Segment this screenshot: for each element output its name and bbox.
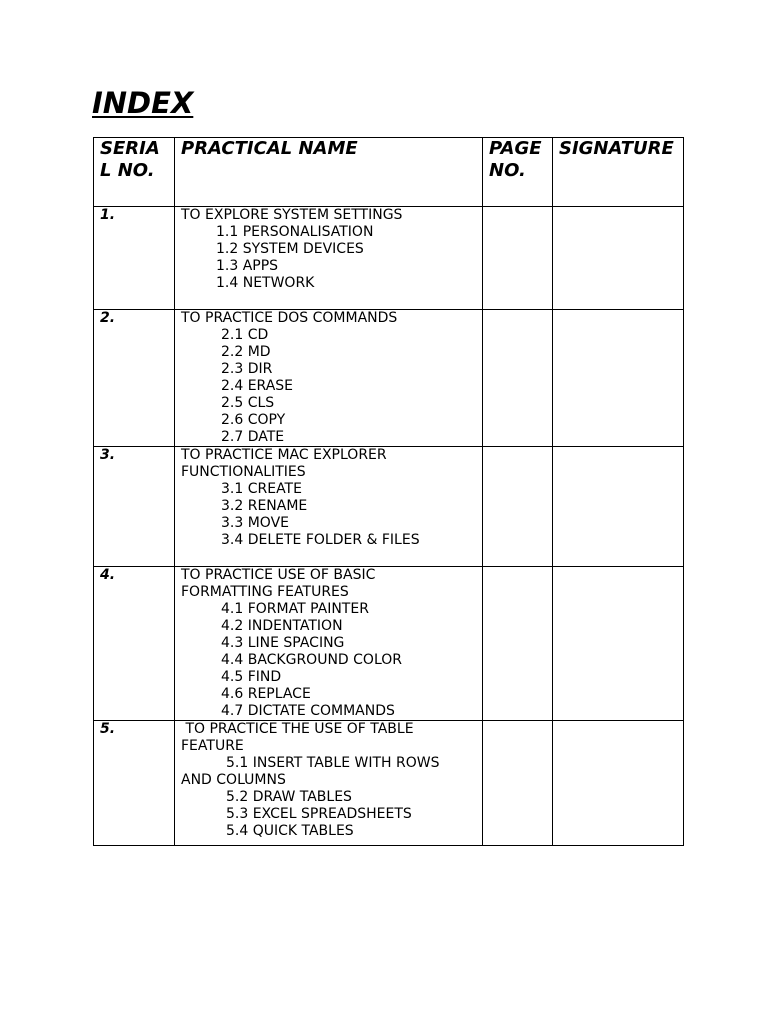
practical-item: 2.7 DATE: [221, 429, 285, 445]
serial-cell: 1.: [94, 207, 175, 310]
page-title: INDEX: [92, 86, 194, 120]
practical-item: 4.6 REPLACE: [221, 686, 311, 702]
header-row: [94, 138, 684, 207]
practical-item: 4.5 FIND: [221, 669, 282, 685]
practical-item: 5.1 INSERT TABLE WITH ROWS: [226, 755, 440, 771]
practical-item: 5.3 EXCEL SPREADSHEETS: [226, 806, 412, 822]
practical-item: 1.4 NETWORK: [216, 275, 315, 291]
practical-item: 5.2 DRAW TABLES: [226, 789, 352, 805]
table-row: [94, 721, 684, 846]
serial-cell: 4.: [94, 567, 175, 721]
header-serial-no: SERIAL NO.: [94, 138, 175, 207]
serial-cell: 3.: [94, 447, 175, 567]
practical-title: FORMATTING FEATURES: [181, 584, 349, 600]
practical-title: TO PRACTICE MAC EXPLORER: [181, 447, 387, 463]
practical-item: 4.1 FORMAT PAINTER: [221, 601, 369, 617]
serial-cell: 5.: [94, 721, 175, 846]
header-page-no: PAGE NO.: [483, 138, 553, 207]
table-row: [94, 310, 684, 447]
practical-item: 2.4 ERASE: [221, 378, 294, 394]
table-row: [94, 447, 684, 567]
practical-name-cell: [175, 447, 483, 567]
practical-item: 4.3 LINE SPACING: [221, 635, 345, 651]
signature-cell: [553, 567, 684, 721]
practical-title: TO EXPLORE SYSTEM SETTINGS: [181, 207, 403, 223]
practical-item: 1.3 APPS: [216, 258, 279, 274]
practical-title: TO PRACTICE DOS COMMANDS: [181, 310, 398, 326]
practical-name-cell: [175, 310, 483, 447]
practical-item: 3.1 CREATE: [221, 481, 302, 497]
serial-cell: 2.: [94, 310, 175, 447]
practical-item-continuation: AND COLUMNS: [181, 772, 286, 788]
practical-name-cell: [175, 567, 483, 721]
page-no-cell: [483, 207, 553, 310]
page-no-cell: [483, 447, 553, 567]
practical-item: 5.4 QUICK TABLES: [226, 823, 354, 839]
signature-cell: [553, 207, 684, 310]
table-row: [94, 567, 684, 721]
practical-item: 2.5 CLS: [221, 395, 275, 411]
practical-title: FUNCTIONALITIES: [181, 464, 306, 480]
practical-item: 4.2 INDENTATION: [221, 618, 343, 634]
header-practical-name: PRACTICAL NAME: [175, 138, 483, 207]
practical-item: 2.6 COPY: [221, 412, 286, 428]
index-table: [93, 137, 684, 846]
practical-item: 3.4 DELETE FOLDER & FILES: [221, 532, 420, 548]
practical-item: 1.2 SYSTEM DEVICES: [216, 241, 364, 257]
practical-item: 4.7 DICTATE COMMANDS: [221, 703, 395, 719]
signature-cell: [553, 310, 684, 447]
page-no-cell: [483, 310, 553, 447]
practical-item: 3.2 RENAME: [221, 498, 308, 514]
practical-name-cell: [175, 721, 483, 846]
page-no-cell: [483, 721, 553, 846]
practical-item: 3.3 MOVE: [221, 515, 289, 531]
signature-cell: [553, 447, 684, 567]
practical-item: 1.1 PERSONALISATION: [216, 224, 374, 240]
practical-item: 2.1 CD: [221, 327, 269, 343]
header-signature: SIGNATURE: [553, 138, 684, 207]
practical-title: TO PRACTICE THE USE OF TABLE: [181, 721, 414, 737]
table-row: [94, 207, 684, 310]
practical-item: 2.3 DIR: [221, 361, 273, 377]
practical-title: TO PRACTICE USE OF BASIC: [181, 567, 376, 583]
page-no-cell: [483, 567, 553, 721]
practical-item: 2.2 MD: [221, 344, 271, 360]
signature-cell: [553, 721, 684, 846]
practical-title: FEATURE: [181, 738, 244, 754]
practical-name-cell: [175, 207, 483, 310]
practical-item: 4.4 BACKGROUND COLOR: [221, 652, 402, 668]
